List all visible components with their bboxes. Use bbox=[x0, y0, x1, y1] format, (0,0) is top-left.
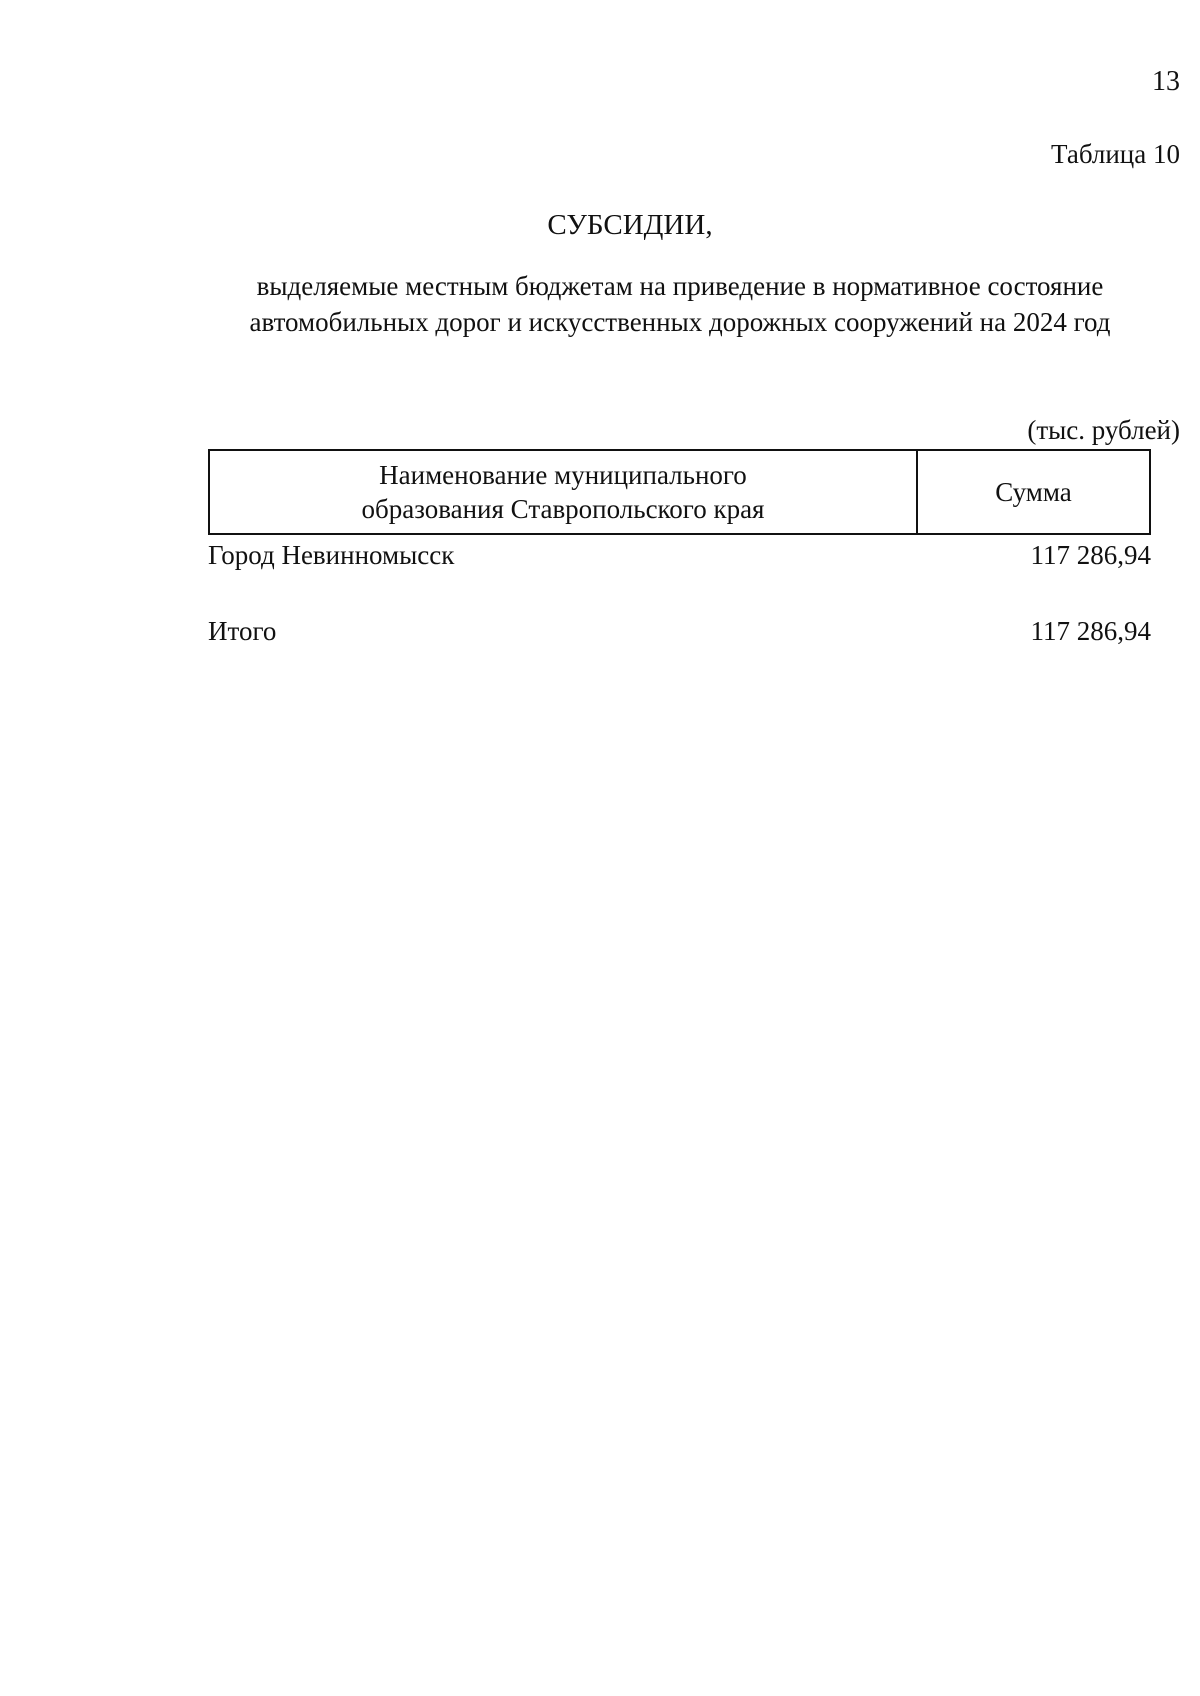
total-sum: 117 286,94 bbox=[1030, 616, 1151, 646]
table-header bbox=[208, 449, 1151, 535]
page-number: 13 bbox=[1152, 66, 1180, 97]
document-subtitle bbox=[200, 268, 1160, 340]
subtitle-line: выделяемые местным бюджетам на приведение в нормативное состояние bbox=[256, 271, 1104, 301]
row-sum: 117 286,94 bbox=[1030, 540, 1151, 570]
row-municipality: Город Невинномысск bbox=[208, 540, 455, 570]
document-title: СУБСИДИИ, bbox=[547, 209, 713, 241]
total-row bbox=[208, 614, 1151, 648]
total-label: Итого bbox=[208, 616, 277, 646]
table-label: Таблица 10 bbox=[1051, 139, 1180, 169]
units-label: (тыс. рублей) bbox=[1027, 415, 1180, 445]
header-name-line: образования Ставропольского края bbox=[361, 494, 765, 524]
header-cell-sum: Сумма bbox=[995, 477, 1072, 507]
header-cell-municipality bbox=[210, 451, 918, 533]
subtitle-line: автомобильных дорог и искусственных дорожных сооружений на 2024 год bbox=[249, 307, 1111, 337]
header-name-line: Наименование муниципального bbox=[379, 460, 747, 490]
table-row bbox=[208, 538, 1151, 572]
